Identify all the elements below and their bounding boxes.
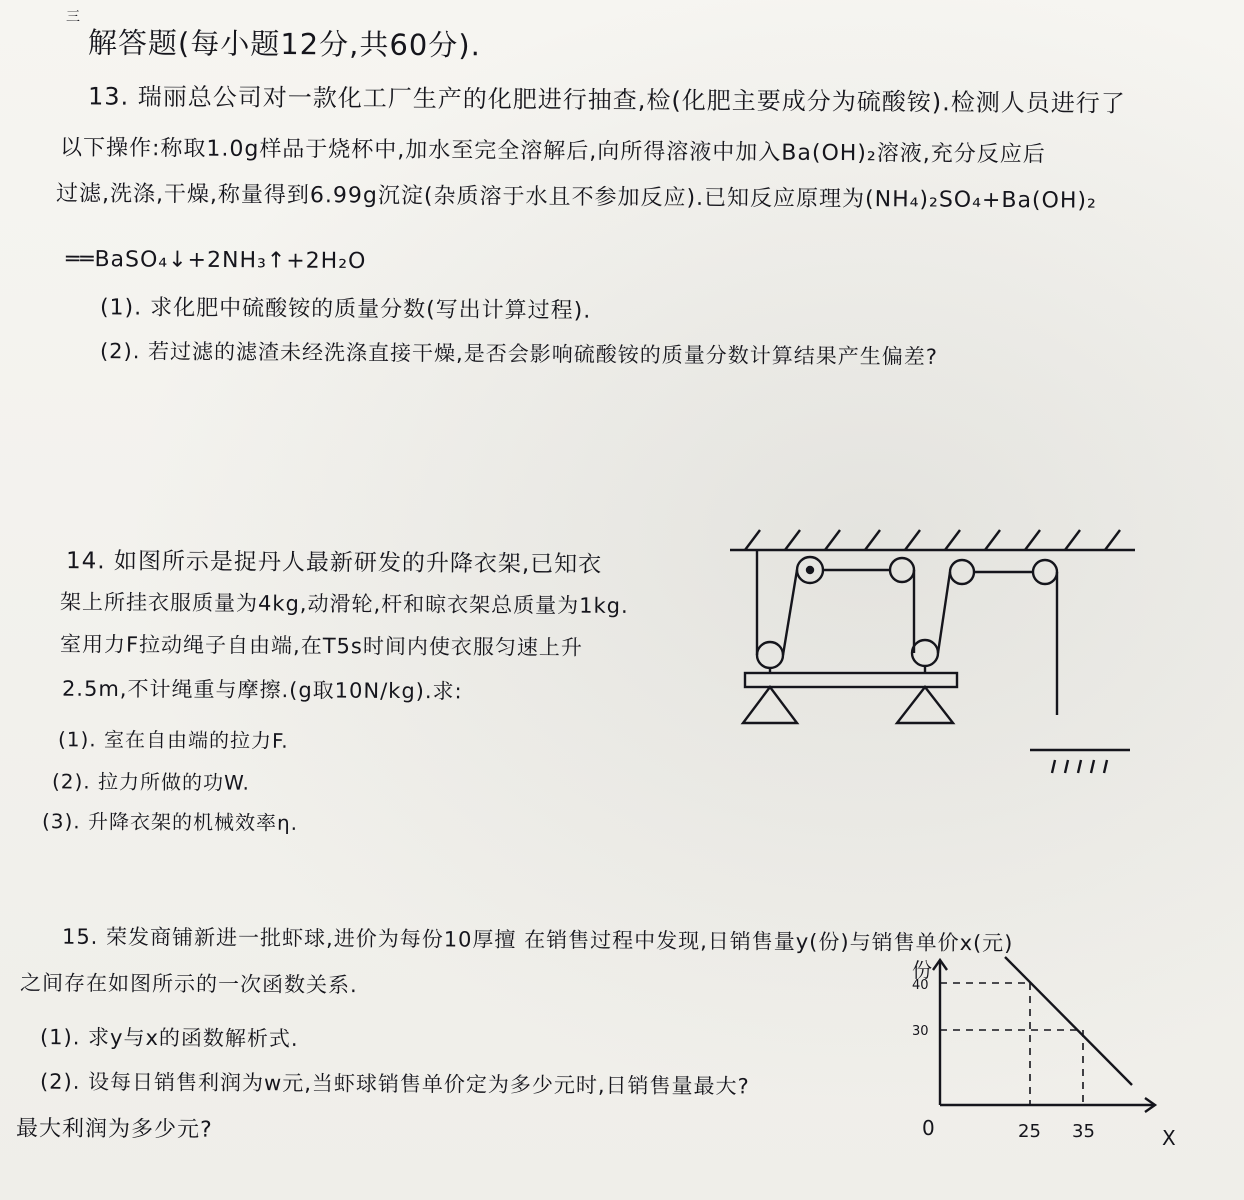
fixed-pulley-4 bbox=[1033, 560, 1057, 584]
q14-line3: 室用力F拉动绳子自由端,在T5s时间内使衣服匀速上升 bbox=[59, 632, 583, 660]
section-mark: 三 bbox=[65, 8, 82, 26]
q15-sub3: 最大利润为多少元? bbox=[15, 1116, 213, 1143]
q14-sub2: (2). 拉力所做的功W. bbox=[51, 769, 250, 795]
movable-pulley-2 bbox=[912, 640, 938, 666]
q13-line4: ══BaSO₄↓+2NH₃↑+2H₂O bbox=[65, 246, 367, 275]
clothes-left bbox=[743, 687, 797, 723]
q13-sub2: (2). 若过滤的滤渣未经洗涤直接干燥,是否会影响硫酸铵的质量分数计算结果产生偏差? bbox=[99, 339, 938, 369]
y-axis-label: 份 bbox=[912, 958, 932, 982]
q14-sub1: (1). 室在自由端的拉力F. bbox=[57, 727, 289, 753]
q14-line2: 架上所挂衣服质量为4kg,动滑轮,杆和晾衣架总质量为1kg. bbox=[59, 590, 629, 618]
q15-line1: 15. 荣发商铺新进一批虾球,进价为每份10厚擅 在销售过程中发现,日销售量y(份)与销售单价x(元) bbox=[61, 924, 1014, 956]
rack-bar bbox=[745, 673, 957, 687]
q14-line1: 14. 如图所示是捉丹人最新研发的升降衣架,已知衣 bbox=[65, 548, 603, 578]
x-tick-35: 35 bbox=[1072, 1121, 1095, 1142]
pulley-diagram bbox=[725, 525, 1145, 785]
fixed-pulley-3 bbox=[950, 560, 974, 584]
rope bbox=[757, 550, 1057, 715]
function-line bbox=[1005, 957, 1132, 1085]
x-axis-label: X bbox=[1162, 1126, 1176, 1150]
ceiling-hatching bbox=[745, 530, 1120, 550]
q13-line3: 过滤,洗涤,干燥,称量得到6.99g沉淀(杂质溶于水且不参加反应).已知反应原理为(NH₄)₂SO₄+Ba(OH)₂ bbox=[55, 181, 1097, 214]
movable-pulley-1 bbox=[757, 642, 783, 668]
q13-line1: 13. 瑞丽总公司对一款化工厂生产的化肥进行抽查,检(化肥主要成分为硫酸铵).检测人员进行了 bbox=[87, 82, 1126, 118]
origin-label: 0 bbox=[922, 1116, 935, 1140]
y-tick-40: 40 bbox=[912, 978, 929, 993]
x-tick-25: 25 bbox=[1018, 1121, 1041, 1142]
q14-sub3: (3). 升降衣架的机械效率η. bbox=[41, 809, 299, 835]
q15-sub2: (2). 设每日销售利润为w元,当虾球销售单价定为多少元时,日销售量最大? bbox=[39, 1069, 750, 1099]
fixed-pulley-2 bbox=[890, 558, 914, 582]
function-graph bbox=[900, 955, 1190, 1165]
q15-sub1: (1). 求y与x的函数解析式. bbox=[39, 1025, 299, 1051]
section-title: 解答题(每小题12分,共60分). bbox=[87, 25, 481, 63]
ground-hatching bbox=[1052, 760, 1107, 773]
q14-line4: 2.5m,不计绳重与摩擦.(g取10N/kg).求: bbox=[61, 676, 463, 704]
q13-sub1: (1). 求化肥中硫酸铵的质量分数(写出计算过程). bbox=[99, 295, 592, 324]
y-tick-30: 30 bbox=[912, 1024, 929, 1039]
q15-line2: 之间存在如图所示的一次函数关系. bbox=[19, 970, 358, 998]
q13-line2: 以下操作:称取1.0g样品于烧杯中,加水至完全溶解后,向所得溶液中加入Ba(OH)₂溶液,充分反应后 bbox=[59, 135, 1046, 168]
clothes-right bbox=[897, 687, 953, 723]
